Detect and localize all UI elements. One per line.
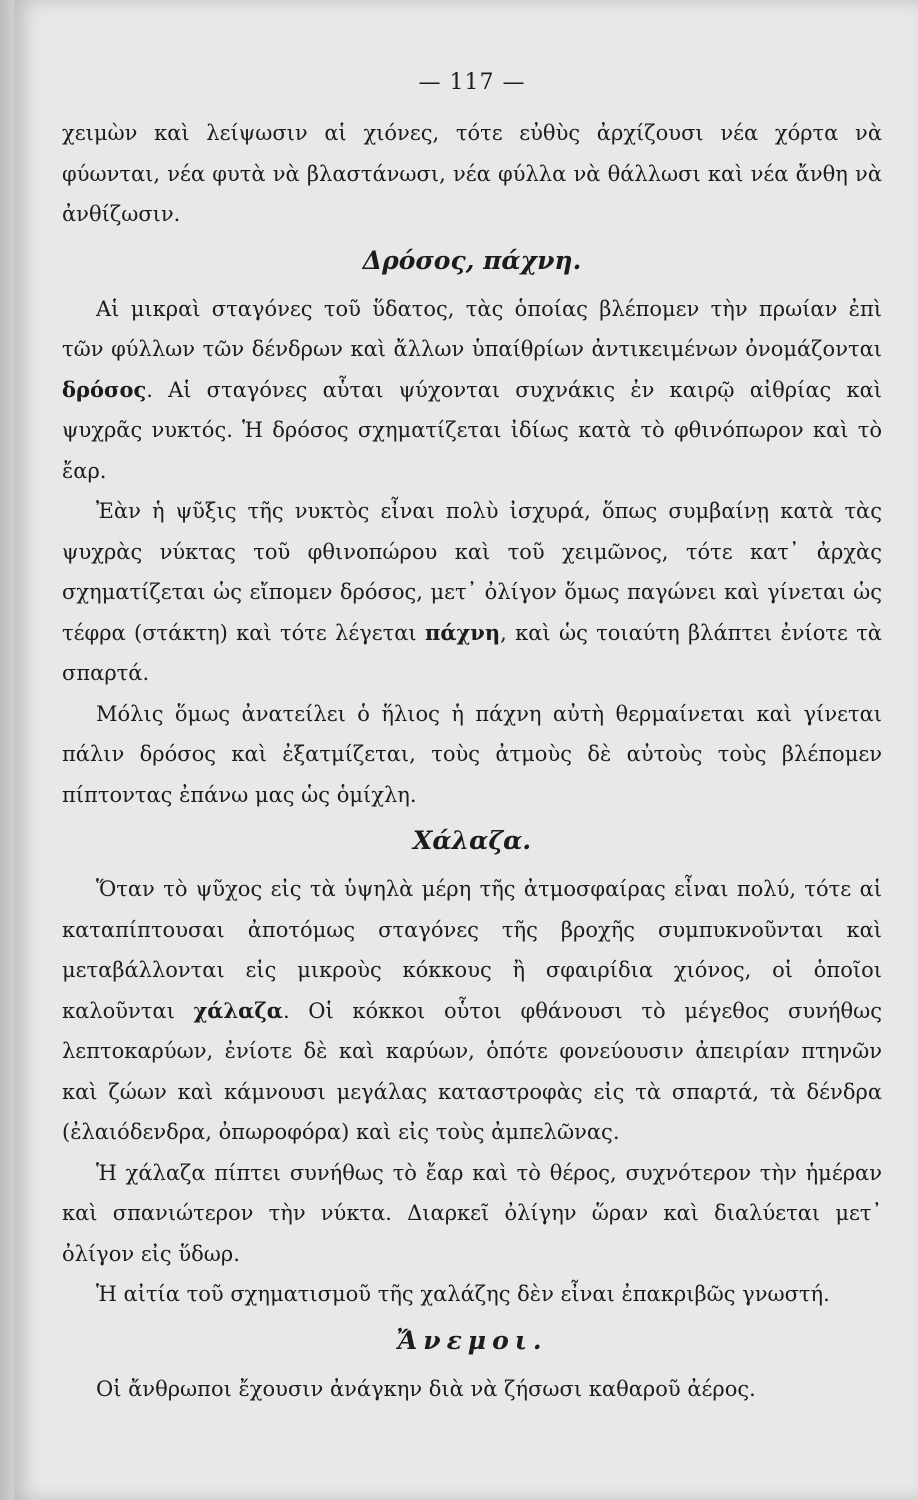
paragraph-sunrise: Μόλις ὅμως ἀνατείλει ὁ ἥλιος ἡ πάχνη αὐτὴ θερμαίνεται καὶ γίνεται πάλιν δρόσος καὶ ἐξατμίζεται, τοὺς ἀτμοὺς δὲ αὐτοὺς τοὺς βλέπομεν πίπτοντας ἐπάνω μας ὡς ὁμίχλη. bbox=[62, 701, 882, 807]
book-page bbox=[14, 0, 918, 1500]
heading-hail: Χάλαζα. bbox=[412, 826, 532, 855]
paragraph-dew-text-1: Αἱ μικραὶ σταγόνες τοῦ ὕδατος, τὰς ὁποίας βλέπομεν τὴν πρωίαν ἐπὶ τῶν φύλλων τῶν δένδρων καὶ ἄλλων ὑπαίθρίων ἀντικειμένων ὀνομάζονται bbox=[62, 296, 882, 361]
term-frost: πάχνη bbox=[424, 619, 501, 645]
paragraph-dew bbox=[62, 289, 882, 492]
paragraph-hail-text-1: Ὅταν τὸ ψῦχος εἰς τὰ ὑψηλὰ μέρη τῆς ἀτμοσφαίρας εἶναι πολύ, τότε αἱ καταπίπτουσαι ἀποτόμως σταγόνες τῆς βροχῆς συμπυκνοῦνται καὶ μεταβάλλονται εἰς μικροὺς κόκκους ἢ σφαιρίδια χιόνος, οἱ ὁποῖοι καλοῦνται bbox=[62, 877, 882, 1023]
paragraph-hail-text-2: . Οἱ κόκκοι οὗτοι φθάνουσι τὸ μέγεθος συνήθως λεπτοκαρύων, ἐνίοτε δὲ καὶ καρύων, ὁπότε φονεύουσιν ἀπειρίαν πτηνῶν καὶ ζώων καὶ κάμνουσι μεγάλας καταστροφὰς εἰς τὰ σπαρτά, τὰ δένδρα (ἐλαιόδενδρα, ὀπωροφόρα) καὶ εἰς τοὺς ἀμπελῶνας. bbox=[62, 998, 882, 1144]
heading-winds: Ἄνεμοι. bbox=[396, 1325, 548, 1355]
paragraph-frost-text-1: Ἐὰν ἡ ψῦξις τῆς νυκτὸς εἶναι πολὺ ἰσχυρά, ὅπως συμβαίνῃ κατὰ τὰς ψυχρὰς νύκτας τοῦ φθινοπώρου καὶ τοῦ χειμῶνος, τότε κατ᾽ ἀρχὰς σχηματίζεται ὡς εἴπομεν δρόσος, μετ᾽ ὀλίγον ὅμως παγώνει καὶ γίνεται ὡς τέφρα (στάκτη) καὶ τότε λέγεται bbox=[62, 499, 882, 645]
paragraph-continuation: χειμὼν καὶ λείψωσιν αἱ χιόνες, τότε εὐθὺς ἀρχίζουσι νέα χόρτα νὰ φύωνται, νέα φυτὰ νὰ βλαστάνωσι, νέα φύλλα νὰ θάλλωσι καὶ νέα ἄνθη νὰ ἀνθίζωσιν. bbox=[62, 121, 882, 226]
paragraph-frost-text-2: , καὶ ὡς τοιαύτη βλάπτει ἐνίοτε τὰ σπαρτά. bbox=[62, 620, 882, 685]
paragraph-hail-cause: Ἡ αἰτία τοῦ σχηματισμοῦ τῆς χαλάζης δὲν εἶναι ἐπακριβῶς γνωστή. bbox=[96, 1282, 830, 1306]
paragraph-dew-text-2: . Αἱ σταγόνες αὗται ψύχονται συχνάκις ἐν καιρῷ αἰθρίας καὶ ψυχρᾶς νυκτός. Ἡ δρόσος σχηματίζεται ἰδίως κατὰ τὸ φθινόπωρον καὶ τὸ ἔαρ. bbox=[62, 377, 882, 483]
page-number: — 117 — bbox=[418, 70, 526, 95]
heading-dew-frost: Δρόσος, πάχνη. bbox=[362, 245, 582, 275]
term-hail: χάλαζα bbox=[193, 997, 283, 1023]
paragraph-air: Οἱ ἄνθρωποι ἔχουσιν ἀνάγκην διὰ νὰ ζήσωσι καθαροῦ ἀέρος. bbox=[96, 1376, 756, 1401]
paragraph-hail bbox=[62, 869, 882, 1153]
paragraph-hail-season: Ἡ χάλαζα πίπτει συνήθως τὸ ἔαρ καὶ τὸ θέρος, συχνότερον τὴν ἡμέραν καὶ σπανιώτερον τὴν νύκτα. Διαρκεῖ ὀλίγην ὥραν καὶ διαλύεται μετ᾽ ὀλίγον εἰς ὕδωρ. bbox=[62, 1160, 882, 1266]
term-dew: δρόσος bbox=[62, 376, 147, 402]
page-text bbox=[62, 70, 882, 1409]
book-gutter bbox=[0, 0, 14, 1500]
paragraph-frost bbox=[62, 491, 882, 694]
